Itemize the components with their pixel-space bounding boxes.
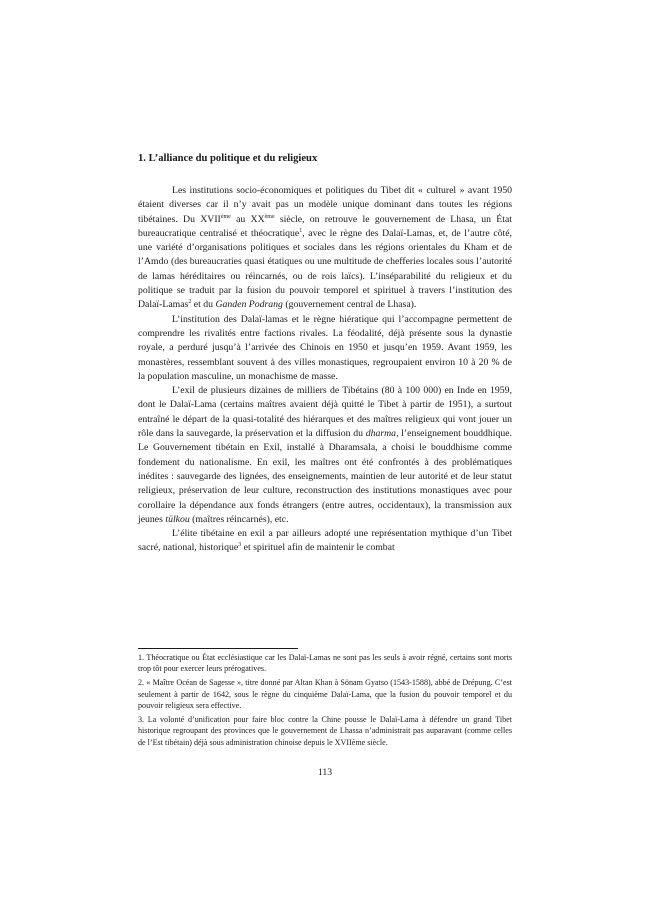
- paragraph-3: [138, 384, 512, 527]
- p1-text-b: au XX: [230, 213, 265, 225]
- footnote-1: 1. Théocratique ou État ecclésiastique car les Dalaï-Lamas ne sont pas les seuls à avoir régné, certains sont morts trop tôt pour exercer leurs prérogatives.: [138, 653, 512, 674]
- paragraph-4: [138, 527, 512, 556]
- p3-text-b: , l’enseignement bouddhique. Le Gouvernement tibétain en Exil, installé à Dharamsala, a choisi le bouddhisme comme fondement du nationalisme. En exil, les maîtres ont été confrontés à des problématiques inédites : sauvegarde des lignées, des enseignements, maintien de leur autorité et de leur statut religieux, préservation de leur culture, reconstruction des institutions monastiques avec pour corollaire la dépendance aux fonds étrangers (entre autres, occidentaux), la transmission aux jeunes: [138, 428, 512, 525]
- footnote-divider: [138, 648, 298, 649]
- p1-text-e: et du: [191, 299, 216, 311]
- p1-text-a: Les institutions socio-économiques et politiques du Tibet dit « culturel » avant 1950 étaient diverses car il n’y avait pas un modèle unique dominant dans toutes les régions tibétaines. Du XVII: [138, 185, 512, 225]
- p3-italic-tulkou: tülkou: [165, 513, 190, 525]
- main-text-block: [138, 152, 512, 556]
- p1-text-f: (gouvernement central de Lhasa).: [282, 299, 417, 311]
- p1-superscript-1: ème: [220, 213, 231, 220]
- p3-text-a: L’exil de plusieurs dizaines de milliers de Tibétains (80 à 100 000) en Inde en 1959, dont le Dalaï-Lama (certains maîtres avaient déjà quitté le Tibet à partir de 1951), a surtout entraîné le départ de la quasi-totalité des hiérarques et des maîtres religieux qui vont jouer un rôle dans la sauvegarde, la préservation et la diffusion du: [138, 385, 512, 440]
- paragraph-2: L’institution des Dalaï-lamas et le règne hiératique qui l’accompagne permettent de comprendre les rivalités entre factions rivales. La féodalité, déjà présente sous la dynastie royale, a perduré jusqu’à l’arrivée des Chinois en 1950 et jusqu’en 1959. Avant 1959, les monastères, ressemblant souvent à des villes monastiques, regroupaient environ 10 à 20 % de la population masculine, un monachisme de masse.: [138, 313, 512, 382]
- page-number: 113: [317, 767, 333, 778]
- p4-text-b: et spirituel afin de maintenir le combat: [241, 542, 395, 554]
- section-title: 1. L’alliance du politique et du religieux: [138, 153, 318, 164]
- p1-superscript-2: ème: [264, 213, 275, 220]
- p4-text-a: L’élite tibétaine en exil a par ailleurs adopté une représentation mythique d’un Tibet sacré, national, historique: [138, 528, 512, 554]
- footnote-ref-2[interactable]: 2: [188, 299, 192, 306]
- footnote-3: 3. La volonté d’unification pour faire bloc contre la Chine pousse le Dalaï-Lama à défendre un grand Tibet historique regroupant des provinces que le gouvernement de Lhassa n’administrait pas auparavant (comme celles de l’Est tibétain) déjà sous administration chinoise depuis le XVIIème siècle.: [138, 715, 512, 747]
- footnote-2: 2. « Maître Océan de Sagesse », titre donné par Altan Khan à Sönam Gyatso (1543-1588), abbé de Drépung. C’est seulement à partir de 1642, sous le règne du cinquième Dalaï-Lama, que la fusion du pouvoir temporel et du pouvoir religieux sera effective.: [138, 678, 512, 711]
- paragraph-1: [138, 184, 512, 313]
- body-text: [138, 184, 512, 556]
- p1-text-c: siècle, on retrouve le gouvernement de Lhasa, un État bureaucratique centralisé et théocratique: [138, 213, 512, 239]
- footnotes: [138, 648, 512, 751]
- footnote-ref-3[interactable]: 3: [238, 542, 242, 549]
- p3-italic-dharma: dharma: [365, 428, 397, 440]
- p3-text-c: (maîtres réincarnés), etc.: [189, 513, 289, 525]
- p1-italic-term: Ganden Podrang: [215, 299, 283, 311]
- p1-text-d: , avec le règne des Dalaï-Lamas, et, de l’autre côté, une variété d’organisations politiques et sociales dans les régions orientales du Kham et de l’Amdo (des bureaucraties quasi étatiques ou une multitude de chefferies locales sous l’autorité de lamas héréditaires ou réincarnés, ou de rois laïcs). L’inséparabilité du religieux et du politique se traduit par la fusion du pouvoir temporel et spirituel à travers l’institution des Dalaï-Lamas: [138, 227, 512, 311]
- footnote-ref-1[interactable]: 1: [299, 227, 303, 234]
